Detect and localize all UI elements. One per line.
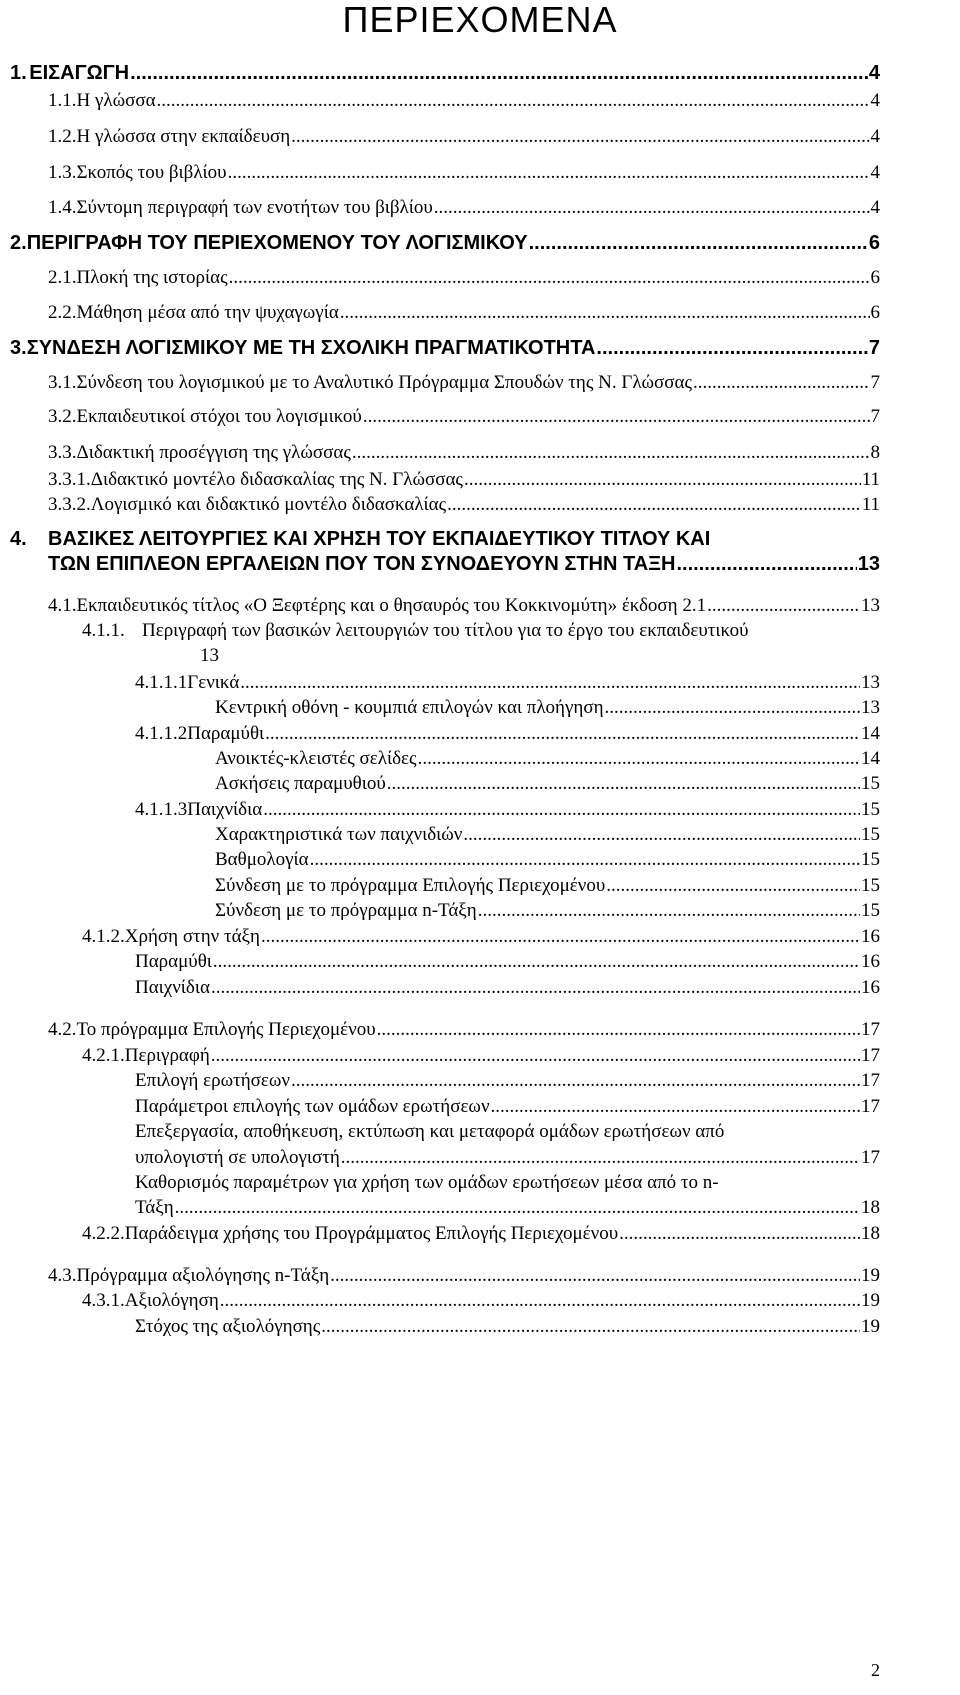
toc-leader xyxy=(265,723,860,745)
toc-entry-1-1[interactable] xyxy=(48,90,880,112)
toc-page: 15 xyxy=(861,900,880,921)
toc-label: Σύνδεση με το πρόγραμμα n-Τάξη xyxy=(215,900,477,921)
toc-number: 1. xyxy=(10,62,27,84)
toc-page: 15 xyxy=(861,849,880,870)
toc-entry-syndesi-ntaxi[interactable] xyxy=(215,900,880,922)
toc-label: Σύνδεση του λογισμικού με το Αναλυτικό Πρόγραμμα Σπουδών της Ν. Γλώσσας xyxy=(76,372,693,393)
toc-number: 3.1. xyxy=(48,372,77,393)
toc-number: 4.2.1. xyxy=(82,1045,125,1066)
toc-entry-4-1-2[interactable] xyxy=(82,926,880,948)
toc-label: Σκοπός του βιβλίου xyxy=(76,162,227,183)
toc-entry-askiseis-paramythiou[interactable] xyxy=(215,773,880,795)
toc-label: Τάξη xyxy=(135,1197,174,1218)
toc-label: Αξιολόγηση xyxy=(124,1290,219,1311)
toc-page: 17 xyxy=(861,1096,880,1117)
toc-number: 4.1.2. xyxy=(82,926,125,947)
toc-leader xyxy=(707,595,860,617)
toc-label: Η γλώσσα xyxy=(76,90,156,111)
toc-label: Ασκήσεις παραμυθιού xyxy=(215,773,386,794)
toc-leader xyxy=(447,494,861,516)
toc-entry-syndesi-epilogis[interactable] xyxy=(215,875,880,897)
toc-label: Παιχνίδια xyxy=(135,977,210,998)
toc-number: 3.2. xyxy=(48,406,77,427)
toc-leader xyxy=(321,1316,860,1338)
toc-entry-epilogi-erotiseon[interactable] xyxy=(135,1070,880,1092)
toc-label: Χαρακτηριστικά των παιχνιδιών xyxy=(215,824,463,845)
toc-number: 2.1. xyxy=(48,267,77,288)
toc-label: Πρόγραμμα αξιολόγησης n-Τάξη xyxy=(76,1265,330,1286)
toc-leader xyxy=(596,337,867,360)
toc-number: 1.3. xyxy=(48,162,77,183)
toc-entry-4-2-2[interactable] xyxy=(82,1223,880,1245)
toc-number: 4.1.1.3 xyxy=(135,799,188,820)
toc-number: 3.3.1. xyxy=(48,469,91,490)
toc-entry-kathorismos-line2[interactable] xyxy=(135,1197,880,1219)
toc-entry-1-3[interactable] xyxy=(48,162,880,184)
toc-leader xyxy=(341,1147,860,1169)
toc-page: 6 xyxy=(870,302,880,323)
toc-page: 6 xyxy=(868,232,880,254)
toc-number: 2. xyxy=(10,232,27,254)
toc-leader xyxy=(211,977,860,999)
toc-entry-xaraktiristika[interactable] xyxy=(215,824,880,846)
toc-label: Το πρόγραμμα Επιλογής Περιεχομένου xyxy=(76,1019,376,1040)
toc-page: 18 xyxy=(861,1197,880,1218)
toc-entry-4-3-1[interactable] xyxy=(82,1290,880,1312)
toc-number: 4.1.1.2 xyxy=(135,723,188,744)
toc-leader xyxy=(677,553,857,576)
toc-page: 4 xyxy=(870,126,880,147)
toc-label: ΠΕΡΙΓΡΑΦΗ ΤΟΥ ΠΕΡΙΕΧΟΜΕΝΟΥ ΤΟΥ ΛΟΓΙΣΜΙΚΟΥ xyxy=(26,232,528,254)
toc-page: 19 xyxy=(861,1265,880,1286)
toc-number: 2.2. xyxy=(48,302,77,323)
toc-entry-4-1-1-2[interactable] xyxy=(135,723,880,745)
toc-label: Πλοκή της ιστορίας xyxy=(76,267,228,288)
toc-entry-1[interactable] xyxy=(10,62,880,85)
toc-number: 4.3.1. xyxy=(82,1290,125,1311)
toc-leader xyxy=(418,748,860,770)
toc-leader xyxy=(263,799,860,821)
toc-label: Διδακτικό μοντέλο διδασκαλίας της Ν. Γλώσσας xyxy=(90,469,463,490)
page-title: ΠΕΡΙΕΧΟΜΕΝΑ xyxy=(342,0,618,40)
toc-page: 17 xyxy=(861,1147,880,1168)
toc-label: υπολογιστή σε υπολογιστή xyxy=(135,1147,340,1168)
toc-leader xyxy=(229,267,870,289)
toc-leader xyxy=(220,1290,860,1312)
toc-page: 15 xyxy=(861,799,880,820)
toc-label: Παράμετροι επιλογής των ομάδων ερωτήσεων xyxy=(135,1096,490,1117)
toc-entry-vathmologia[interactable] xyxy=(215,849,880,871)
toc-leader xyxy=(434,197,870,219)
toc-leader xyxy=(240,672,860,694)
toc-page: 4 xyxy=(870,162,880,183)
toc-entry-4-line2[interactable] xyxy=(48,553,880,576)
toc-entry-kathorismos-line1[interactable] xyxy=(135,1172,719,1194)
toc-label: Κεντρική οθόνη - κουμπιά επιλογών και πλοήγηση xyxy=(215,697,604,718)
toc-label: Η γλώσσα στην εκπαίδευση xyxy=(76,126,291,147)
toc-number: 1.1. xyxy=(48,90,77,111)
toc-page: 13 xyxy=(861,672,880,693)
toc-entry-4-2-1[interactable] xyxy=(82,1045,880,1067)
toc-number: 4. xyxy=(10,528,27,550)
toc-page: 18 xyxy=(861,1223,880,1244)
toc-page: 15 xyxy=(861,824,880,845)
toc-number: 4.1. xyxy=(48,595,77,616)
toc-number: 4.1.1.1 xyxy=(135,672,188,693)
toc-entry-3-2[interactable] xyxy=(48,406,880,428)
toc-page: 13 xyxy=(861,595,880,616)
toc-entry-4-1[interactable] xyxy=(48,595,880,617)
toc-leader xyxy=(363,406,870,428)
toc-leader xyxy=(310,849,860,871)
toc-number: 4.3. xyxy=(48,1265,77,1286)
toc-label: Ανοικτές-κλειστές σελίδες xyxy=(215,748,417,769)
toc-number: 4.1.1. xyxy=(82,620,125,641)
toc-number: 3.3.2. xyxy=(48,494,91,515)
toc-page: 13 xyxy=(861,697,880,718)
toc-leader xyxy=(213,951,860,973)
toc-entry-stoxos[interactable] xyxy=(135,1316,880,1338)
toc-number: 3.3. xyxy=(48,442,77,463)
toc-label: Σύνδεση με το πρόγραμμα Επιλογής Περιεχομένου xyxy=(215,875,606,896)
toc-entry-2-2[interactable] xyxy=(48,302,880,324)
toc-leader xyxy=(211,1045,860,1067)
toc-leader xyxy=(529,232,868,255)
toc-leader xyxy=(175,1197,860,1219)
toc-entry-1-2[interactable] xyxy=(48,126,880,148)
toc-page: 17 xyxy=(861,1045,880,1066)
toc-page: 17 xyxy=(861,1070,880,1091)
toc-page: 19 xyxy=(861,1290,880,1311)
toc-leader xyxy=(619,1223,860,1245)
toc-page: 7 xyxy=(870,406,880,427)
toc-leader xyxy=(261,926,860,948)
toc-label: Γενικά xyxy=(187,672,240,693)
toc-label: ΕΙΣΑΓΩΓΗ xyxy=(29,62,130,84)
toc-leader xyxy=(157,90,870,112)
toc-entry-1-4[interactable] xyxy=(48,197,880,219)
toc-label: Παράδειγμα χρήσης του Προγράμματος Επιλογής Περιεχομένου xyxy=(124,1223,619,1244)
toc-page: 8 xyxy=(870,442,880,463)
toc-leader xyxy=(491,1096,860,1118)
toc-page: 4 xyxy=(870,197,880,218)
toc-entry-3-3[interactable] xyxy=(48,442,880,464)
toc-label: Στόχος της αξιολόγησης xyxy=(135,1316,321,1337)
toc-leader xyxy=(387,773,860,795)
toc-label: Εκπαιδευτικός τίτλος «Ο Ξεφτέρης και ο θησαυρός του Κοκκινομύτη» έκδοση 2.1 xyxy=(76,595,707,616)
toc-page: 13 xyxy=(857,553,880,575)
toc-leader xyxy=(463,824,860,846)
toc-page: 19 xyxy=(861,1316,880,1337)
toc-entry-2[interactable] xyxy=(10,232,880,255)
toc-label: Βαθμολογία xyxy=(215,849,309,870)
toc-entry-4-3[interactable] xyxy=(48,1265,880,1287)
toc-page: 7 xyxy=(868,337,880,359)
toc-label: Περιγραφή xyxy=(124,1045,210,1066)
toc-leader xyxy=(228,162,870,184)
toc-entry-anoiktes-selides[interactable] xyxy=(215,748,880,770)
toc-entry-kentriki-othoni[interactable] xyxy=(215,697,880,719)
toc-page: 17 xyxy=(861,1019,880,1040)
toc-number: 4.2.2. xyxy=(82,1223,125,1244)
toc-leader xyxy=(340,302,870,324)
toc-label: Σύντομη περιγραφή των ενοτήτων του βιβλίου xyxy=(76,197,433,218)
toc-leader xyxy=(464,469,861,491)
toc-entry-3[interactable] xyxy=(10,337,880,360)
toc-label: Επιλογή ερωτήσεων xyxy=(135,1070,290,1091)
toc-number: 3. xyxy=(10,337,27,359)
toc-leader xyxy=(291,1070,860,1092)
toc-entry-4-1-1[interactable] xyxy=(82,620,749,642)
toc-entry-4-line1[interactable] xyxy=(10,528,710,551)
toc-leader xyxy=(130,62,868,85)
toc-page: 15 xyxy=(861,875,880,896)
toc-page: 14 xyxy=(861,723,880,744)
toc-number: 4.2. xyxy=(48,1019,77,1040)
toc-entry-epexergasia-line1[interactable] xyxy=(135,1121,724,1143)
toc-entry-3-3-2[interactable] xyxy=(48,494,880,516)
toc-leader xyxy=(352,442,870,464)
toc-leader xyxy=(606,875,860,897)
toc-leader xyxy=(605,697,860,719)
toc-label: Λογισμικό και διδακτικό μοντέλο διδασκαλίας xyxy=(90,494,447,515)
toc-page: 7 xyxy=(870,372,880,393)
toc-entry-4-1-1-3[interactable] xyxy=(135,799,880,821)
toc-page: 6 xyxy=(870,267,880,288)
toc-entry-4-1-1-1[interactable] xyxy=(135,672,880,694)
toc-label: Παραμύθι xyxy=(135,951,212,972)
toc-entry-paixnidia[interactable] xyxy=(135,977,880,999)
toc-entry-paramythi[interactable] xyxy=(135,951,880,973)
toc-entry-4-2[interactable] xyxy=(48,1019,880,1041)
toc-number: 1.4. xyxy=(48,197,77,218)
toc-leader xyxy=(478,900,860,922)
toc-leader xyxy=(377,1019,860,1041)
toc-label: Παραμύθι xyxy=(187,723,265,744)
toc-label: Χρήση στην τάξη xyxy=(124,926,260,947)
toc-label: Μάθηση μέσα από την ψυχαγωγία xyxy=(76,302,339,323)
toc-page: 13 xyxy=(200,645,219,666)
toc-page: 14 xyxy=(861,748,880,769)
toc-page: 4 xyxy=(868,62,880,84)
toc-page: 16 xyxy=(861,977,880,998)
toc-entry-parametroi[interactable] xyxy=(135,1096,880,1118)
toc-label: Περιγραφή των βασικών λειτουργιών του τίτλου για το έργο του εκπαιδευτικού xyxy=(142,620,749,641)
toc-label: Καθορισμός παραμέτρων για χρήση των ομάδων ερωτήσεων μέσα από το n- xyxy=(135,1172,719,1193)
toc-label: ΣΥΝΔΕΣΗ ΛΟΓΙΣΜΙΚΟΥ ΜΕ ΤΗ ΣΧΟΛΙΚΗ ΠΡΑΓΜΑΤΙΚΟΤΗΤΑ xyxy=(26,337,596,359)
toc-page: 15 xyxy=(861,773,880,794)
toc-page: 11 xyxy=(861,494,880,515)
toc-entry-3-3-1[interactable] xyxy=(48,469,880,491)
toc-label: Διδακτική προσέγγιση της γλώσσας xyxy=(76,442,351,463)
toc-number: 1.2. xyxy=(48,126,77,147)
toc-entry-epexergasia-line2[interactable] xyxy=(135,1147,880,1169)
toc-leader xyxy=(291,126,869,148)
toc-label: Επεξεργασία, αποθήκευση, εκτύπωση και μεταφορά ομάδων ερωτήσεων από xyxy=(135,1121,725,1142)
toc-label: Παιχνίδια xyxy=(187,799,263,820)
toc-label: Εκπαιδευτικοί στόχοι του λογισμικού xyxy=(76,406,362,427)
page-number: 2 xyxy=(871,1660,880,1680)
toc-label: ΒΑΣΙΚΕΣ ΛΕΙΤΟΥΡΓΙΕΣ ΚΑΙ ΧΡΗΣΗ ΤΟΥ ΕΚΠΑΙΔΕΥΤΙΚΟΥ ΤΙΤΛΟΥ ΚΑΙ xyxy=(48,528,711,550)
toc-entry-2-1[interactable] xyxy=(48,267,880,289)
toc-page: 16 xyxy=(861,926,880,947)
toc-page: 11 xyxy=(861,469,880,490)
toc-page: 16 xyxy=(861,951,880,972)
toc-leader xyxy=(330,1265,860,1287)
toc-label: ΤΩΝ ΕΠΙΠΛΕΟΝ ΕΡΓΑΛΕΙΩΝ ΠΟΥ ΤΟΝ ΣΥΝΟΔΕΥΟΥΝ ΣΤΗΝ ΤΑΞΗ xyxy=(48,553,676,575)
toc-entry-3-1[interactable] xyxy=(48,372,880,394)
toc-leader xyxy=(693,372,869,394)
toc-page: 4 xyxy=(870,90,880,111)
